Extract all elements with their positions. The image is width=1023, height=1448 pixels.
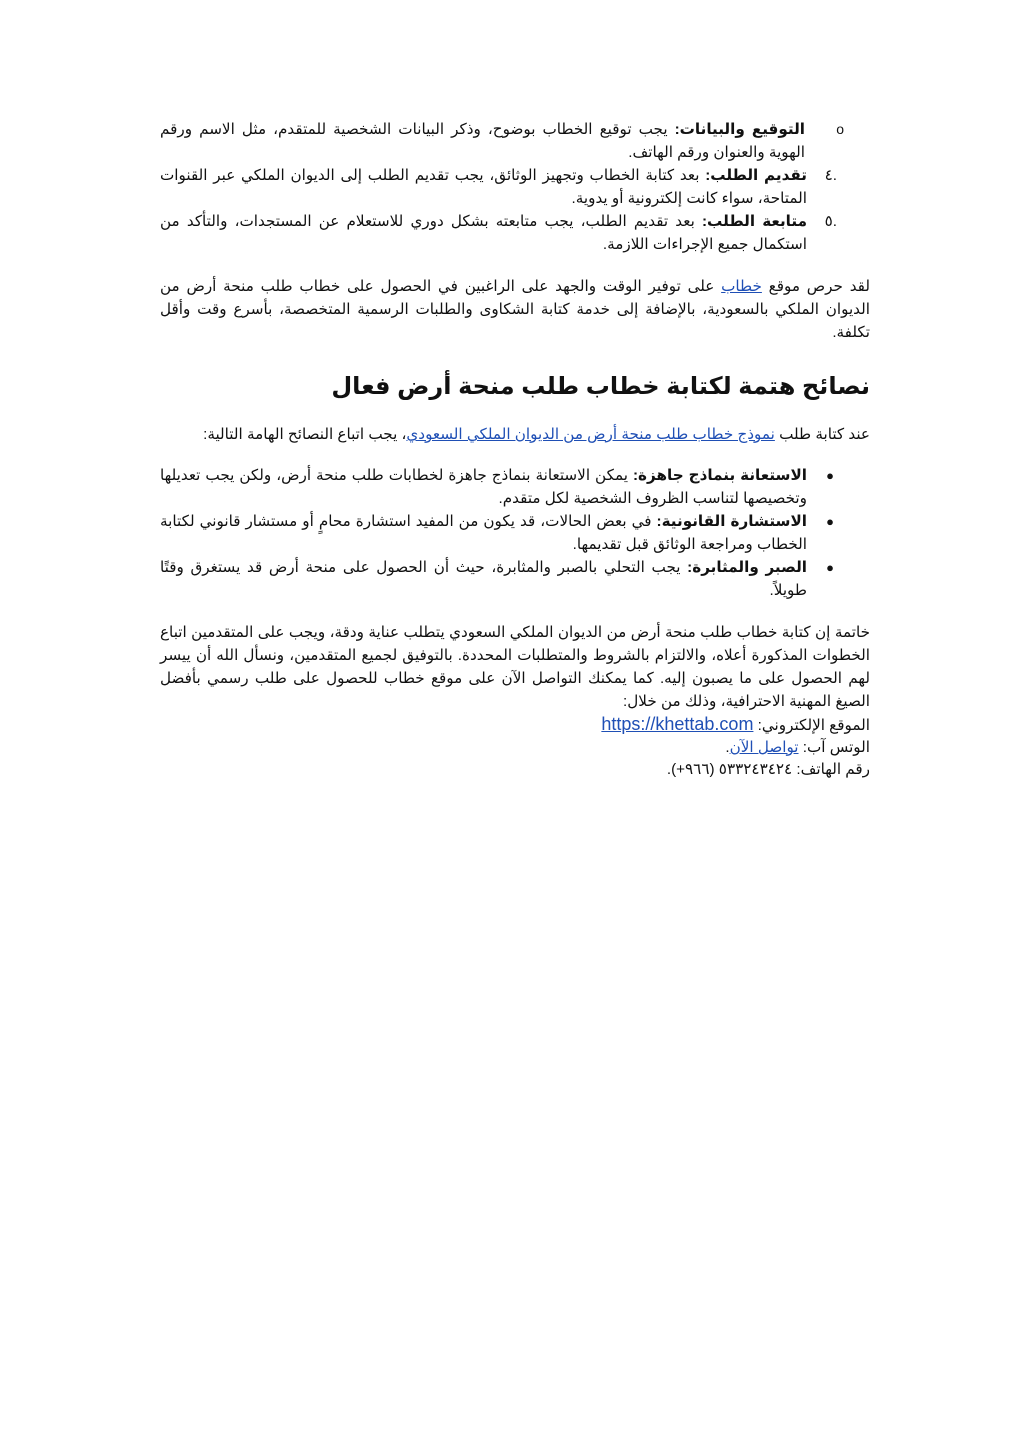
numbered-item-5	[160, 210, 870, 256]
bullet-icon: ●	[826, 560, 834, 575]
list-item	[160, 464, 870, 510]
phone-value: ٥٣٣٢٤٣٤٢٤ (٩٦٦+)	[671, 761, 793, 778]
item-term: الاستعانة بنماذج جاهزة:	[632, 467, 807, 484]
item-term: متابعة الطلب:	[702, 213, 807, 230]
tips-list	[160, 464, 870, 602]
item-term: تقديم الطلب:	[705, 167, 807, 184]
text-run: .	[725, 739, 730, 756]
sub-list-item	[160, 118, 870, 164]
item-term: التوقيع والبيانات:	[674, 121, 805, 138]
paragraph-conclusion: خاتمة إن كتابة خطاب طلب منحة أرض من الديوان الملكي السعودي يتطلب عناية ودقة، ويجب على المتقدمين اتباع الخطوات المذكورة أعلاه، والالتزام بالشروط والمتطلبات المحددة. بالتوفيق لجميع المتقدمين، ونسأل الله أن ييسر لهم الحصول على ما يصبون إليه. كما يمكنك التواصل الآن على موقع خطاب للحصول على طلب رسمي بأفضل الصيغ المهنية الاحترافية، وذلك من خلال:	[160, 624, 870, 710]
item-number: .٥	[824, 213, 837, 230]
circle-bullet-icon: o	[836, 121, 844, 137]
text-run: لقد حرص موقع	[761, 278, 870, 295]
item-term: الصبر والمثابرة:	[687, 559, 807, 576]
numbered-item-4	[160, 164, 870, 210]
whatsapp-label: الوتس آب:	[798, 739, 870, 756]
whatsapp-link[interactable]: تواصل الآن	[729, 739, 799, 756]
item-term: الاستشارة القانونية:	[656, 513, 807, 530]
text-run: .	[666, 761, 672, 778]
contact-whatsapp	[160, 737, 870, 759]
item-text: يجب توقيع الخطاب بوضوح، وذكر البيانات الشخصية للمتقدم، مثل الاسم ورقم الهوية والعنوان ورقم الهاتف.	[160, 121, 805, 161]
text-run: على توفير الوقت والجهد على الراغبين في الحصول على خطاب طلب منحة أرض من الديوان الملكي بالسعودية، بالإضافة إلى خدمة كتابة الشكاوى والطلبات الرسمية المتخصصة، بأسرع وقت وأقل تكلفة.	[160, 278, 870, 341]
bullet-icon: ●	[826, 468, 834, 483]
section-heading: نصائح هتمة لكتابة خطاب طلب منحة أرض فعال	[331, 373, 870, 400]
paragraph-intro	[160, 423, 870, 446]
website-link[interactable]: https://khettab.com	[601, 714, 754, 734]
item-text: في بعض الحالات، قد يكون من المفيد استشارة محامٍ أو مستشار قانوني لكتابة الخطاب ومراجعة الوثائق قبل تقديمها.	[160, 513, 807, 553]
text-run: عند كتابة طلب	[774, 426, 870, 443]
contact-phone	[160, 759, 870, 781]
bullet-icon: ●	[826, 514, 834, 529]
paragraph-service	[160, 275, 870, 344]
item-text: يجب التحلي بالصبر والمثابرة، حيث أن الحصول على منحة أرض قد يستغرق وقتًا طويلاً.	[160, 559, 807, 599]
template-link[interactable]: نموذج خطاب طلب منحة أرض من الديوان الملكي السعودي	[406, 426, 775, 443]
item-number: .٤	[824, 167, 837, 184]
contact-website	[160, 713, 870, 737]
item-text: بعد كتابة الخطاب وتجهيز الوثائق، يجب تقديم الطلب إلى الديوان الملكي عبر القنوات المتاحة، سواء كانت إلكترونية أو يدوية.	[160, 167, 807, 207]
list-item	[160, 556, 870, 602]
text-run: ، يجب اتباع النصائح الهامة التالية:	[203, 426, 407, 443]
phone-label: رقم الهاتف:	[792, 761, 870, 778]
item-text: بعد تقديم الطلب، يجب متابعته بشكل دوري للاستعلام عن المستجدات، والتأكد من استكمال جميع الإجراءات اللازمة.	[160, 213, 807, 253]
khettab-link[interactable]: خطاب	[721, 278, 762, 295]
item-text: يمكن الاستعانة بنماذج جاهزة لخطابات طلب منحة أرض، ولكن يجب تعديلها وتخصيصها لتناسب الظروف الشخصية لكل متقدم.	[160, 467, 807, 507]
website-label: الموقع الإلكتروني:	[753, 717, 870, 734]
list-item	[160, 510, 870, 556]
document-page	[160, 118, 870, 781]
